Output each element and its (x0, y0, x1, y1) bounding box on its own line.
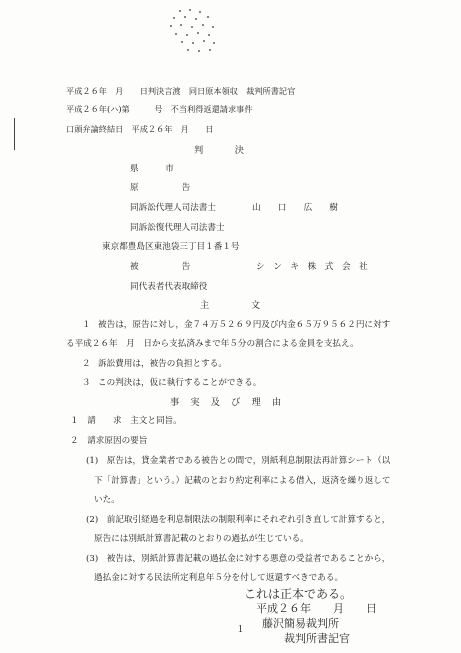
plaintiff-agent-name: 山 口 広 樹 (252, 203, 338, 213)
cause-1-line-1: (1) 原告は，貸金業者である被告との間で，別紙利息制限法再計算シート（以 (86, 456, 391, 466)
claim-item-2: ２ 請求原因の要旨 (70, 436, 148, 446)
seal-punch-holes (168, 8, 220, 56)
sub-agent-label: 同訴訟復代理人司法書士 (130, 223, 225, 233)
defendant-label: 被 告 (130, 262, 191, 272)
header-line-2: 平成２６年(ハ)第 号 不当利得返還請求事件 (66, 104, 253, 114)
cause-2-line-1: (2) 前記取引経過を利息制限法の制限利率にそれぞれ引き直して計算すると， (86, 515, 391, 525)
cause-1-line-2: 下「計算書」という。）記載のとおり約定利率による借入，返済を繰り返して (94, 476, 391, 486)
header-line-3: 口頭弁論終結日 平成２６年 月 日 (66, 124, 214, 134)
main-text-num-3: ３ (82, 378, 91, 388)
main-text-line-1: 被告は，原告に対し，金７４万５２６９円及び内金６５万９５６２円に対す (98, 320, 391, 330)
defendant-address: 東京都豊島区東池袋三丁目１番１号 (102, 242, 240, 252)
margin-mark (14, 118, 15, 150)
certification-line-1: これは正本である。 (244, 587, 353, 601)
certification-clerk: 裁判所書記官 (284, 632, 350, 645)
page-number: １ (236, 625, 246, 635)
facts-title: 事 実 及 び 理 由 (170, 397, 283, 408)
main-text-num-2: ２ (82, 359, 91, 369)
header-line-1: 平成２６年 月 日判決言渡 同日原本領収 裁判所書記官 (66, 86, 296, 96)
main-text-line-3: この判決は，仮に執行することができる。 (98, 378, 262, 388)
main-text-line-2: 訴訟費用は，被告の負担とする。 (98, 359, 227, 369)
cause-1-line-3: いた。 (94, 495, 120, 505)
cause-3-line-1: (3) 被告は，別紙計算書記載の過払金に対する悪意の受益者であることから， (86, 554, 391, 564)
certification-date: 平成２６年 月 日 (256, 602, 377, 615)
main-text-num-1: １ (82, 320, 91, 330)
defendant-name: シ ン キ 株 式 会 社 (256, 262, 368, 272)
main-text-line-1b: る平成２６年 月 日から支払済みまで年５分の割合による金員を支払え。 (66, 339, 359, 349)
cause-3-line-2: 過払金に対する民法所定利息年５分を付して返還すべきである。 (94, 573, 344, 583)
plaintiff-label: 原 告 (130, 183, 191, 193)
main-text-title: 主 文 (200, 300, 262, 311)
plaintiff-agent-label: 同訴訟代理人司法書士 (130, 203, 216, 213)
defendant-representative: 同代表者代表取締役 (130, 282, 208, 292)
prefecture-city: 県 市 (130, 164, 183, 174)
claim-item-1: １ 請 求 主文と同旨。 (70, 416, 182, 426)
cause-2-line-2: 原告には別紙計算書記載のとおりの過払が生じている。 (94, 534, 309, 544)
certification-court: 藤沢簡易裁判所 (262, 617, 339, 630)
judgment-title: 判 決 (194, 145, 245, 156)
